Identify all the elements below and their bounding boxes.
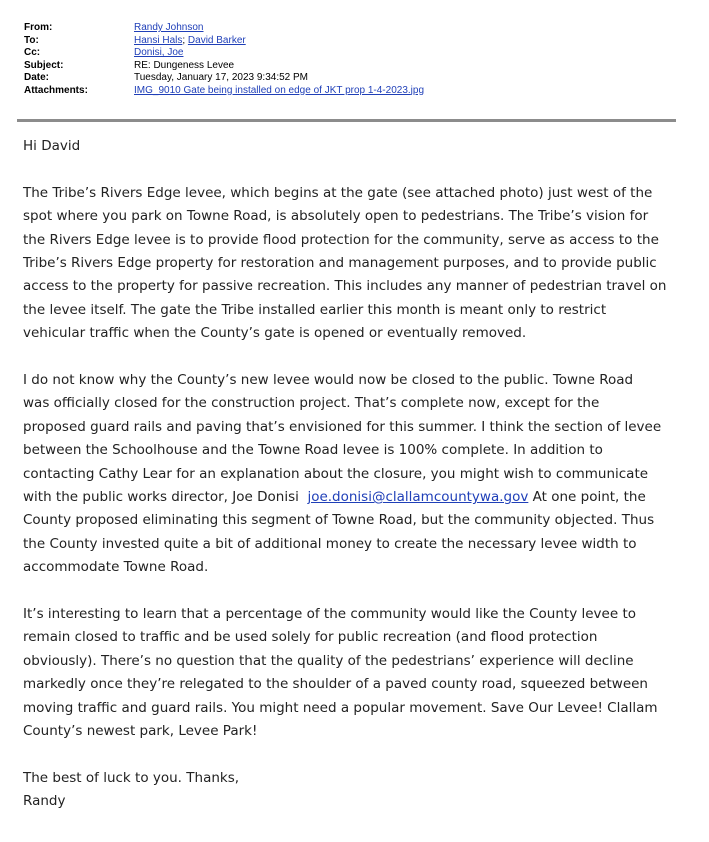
paragraph-line: moving traffic and guard rails. You might need a popular movement. Save Our Levee! Clallam [23, 699, 658, 716]
attachment-link[interactable]: IMG_9010 Gate being installed on edge of JKT prop 1-4-2023.jpg [134, 84, 425, 96]
paragraph-line: County’s newest park, Levee Park! [23, 723, 258, 740]
subject-value: RE: Dungeness Levee [134, 59, 235, 71]
paragraph-1 [23, 182, 693, 346]
closing: The best of luck to you. Thanks, [23, 769, 240, 786]
date-label: Date: [24, 72, 50, 83]
paragraph-line: accommodate Towne Road. [23, 559, 209, 576]
from-label: From: [24, 22, 53, 33]
paragraph-line: was officially closed for the construction project. That’s complete now, except for the [23, 395, 600, 412]
cc-link[interactable]: Donisi, Joe [134, 47, 184, 58]
cc-label: Cc: [24, 47, 41, 58]
from-row [24, 22, 684, 35]
paragraph-2 [23, 369, 693, 580]
email-link[interactable]: joe.donisi@clallamcountywa.gov [307, 489, 529, 506]
date-value: Tuesday, January 17, 2023 9:34:52 PM [134, 72, 308, 83]
cc-row [24, 47, 684, 60]
greeting: Hi David [23, 138, 81, 154]
paragraph-3 [23, 603, 693, 743]
paragraph-line: spot where you park on Towne Road, is absolutely open to pedestrians. The Tribe’s vision for [23, 208, 649, 225]
paragraph-line: between the Schoolhouse and the Towne Road levee is 100% complete. In addition to [23, 442, 603, 459]
to-label: To: [24, 34, 39, 46]
subject-label: Subject: [24, 59, 64, 71]
paragraph-line: vehicular traffic when the County’s gate is opened or eventually removed. [23, 325, 527, 342]
to-link-hansi[interactable]: Hansi Hals [134, 34, 183, 46]
paragraph-line: County proposed eliminating this segment of Towne Road, but the community objected. Thus [23, 512, 655, 529]
paragraph-line-with-email [23, 486, 693, 509]
paragraph-line: the levee itself. The gate the Tribe installed earlier this month is meant only to restrict [23, 301, 607, 318]
email-suffix: At one point, the [528, 489, 646, 506]
paragraph-line: contacting Cathy Lear for an explanation about the closure, you might wish to communicate [23, 465, 649, 482]
to-separator: ; [182, 34, 188, 46]
paragraph-line: I do not know why the County’s new levee would now be closed to the public. Towne Road [23, 372, 634, 389]
paragraph-line: The Tribe’s Rivers Edge levee, which begins at the gate (see attached photo) just west of the [23, 184, 653, 201]
paragraph-line: Tribe’s Rivers Edge property for restoration and management purposes, and to provide public [23, 255, 657, 272]
attachments-row [24, 85, 684, 98]
attachments-label: Attachments: [24, 84, 88, 96]
paragraph-line: the County invested quite a bit of additional money to create the necessary levee width to [23, 535, 637, 552]
from-link[interactable]: Randy Johnson [134, 22, 204, 33]
paragraph-line: It’s interesting to learn that a percentage of the community would like the County levee to [23, 606, 636, 623]
paragraph-line: proposed guard rails and paving that’s envisioned for this summer. I think the section of levee [23, 418, 662, 435]
email-body [23, 135, 693, 814]
to-link-david[interactable]: David Barker [187, 34, 246, 46]
paragraph-line: access to the property for passive recreation. This includes any manner of pedestrian travel on [23, 278, 667, 295]
date-row [24, 72, 684, 85]
paragraph-line: the Rivers Edge levee is to provide flood protection for the community, serve as access to the [23, 231, 659, 248]
signature: Randy [23, 793, 66, 810]
paragraph-line: markedly once they’re relegated to the shoulder of a paved county road, squeezed between [23, 676, 648, 693]
subject-row [24, 60, 684, 73]
paragraph-line: obviously). There’s no question that the quality of the pedestrians’ experience will decline [23, 652, 634, 669]
email-prefix: with the public works director, Joe Donisi [23, 489, 308, 506]
email-header [24, 22, 684, 97]
to-row [24, 35, 684, 48]
header-divider [17, 119, 676, 122]
paragraph-line: remain closed to traffic and be used solely for public recreation (and flood protection [23, 629, 598, 646]
